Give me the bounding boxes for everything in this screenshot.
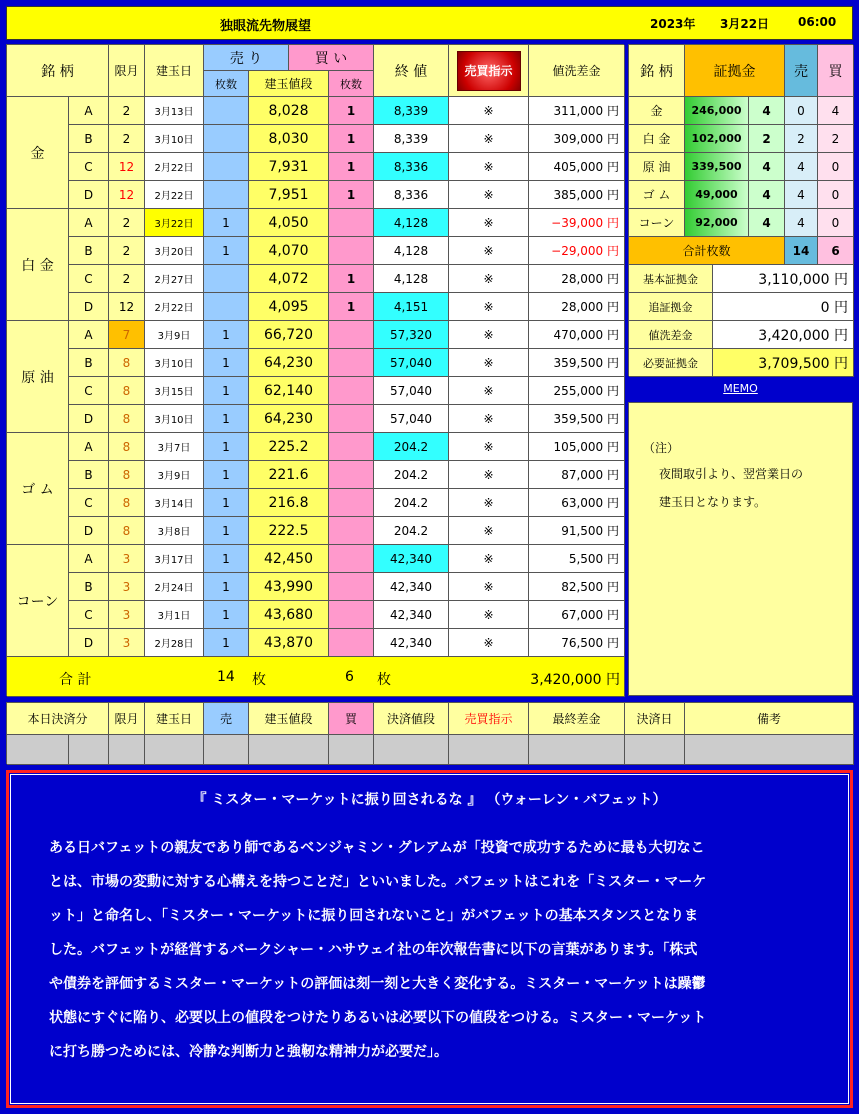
row-open-date: 3月8日 <box>145 517 204 545</box>
row-diff: 63,000 円 <box>529 489 625 517</box>
row-sell-qty: 1 <box>204 545 249 573</box>
row-buy-qty <box>329 377 374 405</box>
row-sell-qty <box>204 125 249 153</box>
margin-row-units: 4 <box>749 209 785 237</box>
row-diff: 359,500 円 <box>529 349 625 377</box>
row-open-date: 2月22日 <box>145 293 204 321</box>
row-series: D <box>69 405 109 433</box>
row-month: 8 <box>109 489 145 517</box>
row-order[interactable]: ※ <box>449 517 529 545</box>
row-diff: −29,000 円 <box>529 237 625 265</box>
memo-box <box>628 402 853 696</box>
row-buy-qty: 1 <box>329 125 374 153</box>
row-buy-qty: 1 <box>329 153 374 181</box>
row-order[interactable]: ※ <box>449 237 529 265</box>
row-open-date: 3月17日 <box>145 545 204 573</box>
row-close: 204.2 <box>374 433 449 461</box>
row-buy-qty <box>329 461 374 489</box>
row-open-price: 64,230 <box>249 349 329 377</box>
margin-summary-label: 基本証拠金 <box>629 265 713 293</box>
row-diff: 82,500 円 <box>529 573 625 601</box>
row-buy-qty <box>329 545 374 573</box>
margin-summary-label: 必要証拠金 <box>629 349 713 377</box>
row-diff: 28,000 円 <box>529 265 625 293</box>
row-month: 2 <box>109 237 145 265</box>
row-buy-qty <box>329 573 374 601</box>
margin-summary-label: 値洗差金 <box>629 321 713 349</box>
row-month: 3 <box>109 573 145 601</box>
margin-header-sell: 売 <box>785 45 818 97</box>
margin-row-amount: 92,000 <box>685 209 749 237</box>
settle-empty-cell <box>529 735 625 765</box>
header-month: 限月 <box>109 45 145 97</box>
margin-row-amount: 246,000 <box>685 97 749 125</box>
row-series: B <box>69 125 109 153</box>
settle-empty-cell <box>374 735 449 765</box>
row-open-price: 43,680 <box>249 601 329 629</box>
row-diff: 255,000 円 <box>529 377 625 405</box>
settle-header-order: 売買指示 <box>449 703 529 735</box>
row-sell-qty: 1 <box>204 237 249 265</box>
quote-body <box>49 831 839 1069</box>
margin-panel <box>628 44 853 376</box>
row-month: 2 <box>109 209 145 237</box>
row-sell-qty: 1 <box>204 517 249 545</box>
row-month: 8 <box>109 517 145 545</box>
row-buy-qty: 1 <box>329 181 374 209</box>
row-sell-qty: 1 <box>204 489 249 517</box>
row-month: 12 <box>109 181 145 209</box>
row-close: 204.2 <box>374 461 449 489</box>
row-open-date: 3月22日 <box>145 209 204 237</box>
margin-summary-value: 3,420,000 円 <box>713 321 854 349</box>
row-order[interactable]: ※ <box>449 97 529 125</box>
order-header-cell <box>449 45 529 97</box>
row-open-date: 2月27日 <box>145 265 204 293</box>
group-name-cell: 原 油 <box>7 321 69 433</box>
row-series: B <box>69 237 109 265</box>
row-close: 57,040 <box>374 349 449 377</box>
margin-summary-value: 3,110,000 円 <box>713 265 854 293</box>
quote-line: に打ち勝つためには、冷静な判断力と強靭な精神力が必要だ」。 <box>49 1044 448 1060</box>
margin-row-name: 原 油 <box>629 153 685 181</box>
margin-row-units: 2 <box>749 125 785 153</box>
margin-row-buy: 0 <box>818 153 854 181</box>
settle-empty-cell <box>109 735 145 765</box>
row-sell-qty: 1 <box>204 461 249 489</box>
settle-empty-cell <box>204 735 249 765</box>
settle-header-note: 備考 <box>685 703 854 735</box>
row-buy-qty <box>329 601 374 629</box>
totals-buy-unit: 枚 <box>377 672 391 688</box>
margin-row-amount: 102,000 <box>685 125 749 153</box>
row-open-price: 216.8 <box>249 489 329 517</box>
quote-line: した。バフェットが経営するバークシャー・ハサウェイ社の年次報告書に以下の言葉があります。「株式 <box>49 942 698 958</box>
row-series: C <box>69 265 109 293</box>
group-name-cell: 金 <box>7 97 69 209</box>
row-open-price: 43,990 <box>249 573 329 601</box>
row-diff: 76,500 円 <box>529 629 625 657</box>
settle-empty-cell <box>7 735 69 765</box>
row-series: A <box>69 545 109 573</box>
row-sell-qty: 1 <box>204 209 249 237</box>
row-sell-qty: 1 <box>204 405 249 433</box>
row-sell-qty <box>204 181 249 209</box>
row-close: 42,340 <box>374 629 449 657</box>
row-order[interactable]: ※ <box>449 321 529 349</box>
row-order[interactable]: ※ <box>449 433 529 461</box>
row-open-price: 225.2 <box>249 433 329 461</box>
row-open-date: 2月28日 <box>145 629 204 657</box>
margin-total-label: 合計枚数 <box>629 237 785 265</box>
row-series: C <box>69 153 109 181</box>
row-series: A <box>69 321 109 349</box>
row-close: 8,336 <box>374 153 449 181</box>
settle-header-month: 限月 <box>109 703 145 735</box>
row-close: 42,340 <box>374 545 449 573</box>
row-order[interactable]: ※ <box>449 461 529 489</box>
row-month: 8 <box>109 405 145 433</box>
row-month: 7 <box>109 321 145 349</box>
row-open-price: 8,028 <box>249 97 329 125</box>
row-month: 3 <box>109 601 145 629</box>
row-open-price: 4,070 <box>249 237 329 265</box>
margin-row-buy: 4 <box>818 97 854 125</box>
row-series: C <box>69 601 109 629</box>
row-series: D <box>69 293 109 321</box>
row-series: B <box>69 461 109 489</box>
row-order[interactable]: ※ <box>449 377 529 405</box>
row-close: 4,128 <box>374 209 449 237</box>
row-buy-qty <box>329 321 374 349</box>
row-month: 12 <box>109 293 145 321</box>
margin-row-buy: 0 <box>818 209 854 237</box>
header-brand: 銘 柄 <box>7 45 109 97</box>
row-series: A <box>69 433 109 461</box>
row-open-price: 64,230 <box>249 405 329 433</box>
margin-row-buy: 0 <box>818 181 854 209</box>
page-title: 独眼流先物展望 <box>220 19 312 34</box>
margin-row-amount: 339,500 <box>685 153 749 181</box>
settle-header-sell: 売 <box>204 703 249 735</box>
row-sell-qty: 1 <box>204 629 249 657</box>
row-close: 204.2 <box>374 517 449 545</box>
row-order[interactable]: ※ <box>449 181 529 209</box>
row-order[interactable]: ※ <box>449 349 529 377</box>
row-open-price: 221.6 <box>249 461 329 489</box>
row-open-price: 4,095 <box>249 293 329 321</box>
row-open-price: 4,072 <box>249 265 329 293</box>
row-open-price: 4,050 <box>249 209 329 237</box>
quote-line: ある日バフェットの親友であり師であるベンジャミン・グレアムが「投資で成功するために最も大切なこ <box>49 840 705 856</box>
row-order[interactable]: ※ <box>449 209 529 237</box>
row-diff: 91,500 円 <box>529 517 625 545</box>
totals-sell-count: 14 <box>217 669 235 685</box>
row-close: 4,128 <box>374 265 449 293</box>
row-close: 4,151 <box>374 293 449 321</box>
header-buy-qty: 枚数 <box>329 71 374 97</box>
row-series: A <box>69 97 109 125</box>
settle-empty-cell <box>69 735 109 765</box>
settle-header-open-price: 建玉値段 <box>249 703 329 735</box>
margin-row-units: 4 <box>749 181 785 209</box>
row-buy-qty <box>329 517 374 545</box>
row-open-date: 3月20日 <box>145 237 204 265</box>
settle-empty-cell <box>449 735 529 765</box>
row-open-date: 2月22日 <box>145 181 204 209</box>
row-order[interactable]: ※ <box>449 293 529 321</box>
quote-line: 状態にすぐに陥り、必要以上の値段をつけたりあるいは必要以下の値段をつける。ミスター・マーケット <box>49 1010 707 1026</box>
memo-line-1: （注） <box>643 441 680 455</box>
row-close: 8,339 <box>374 97 449 125</box>
row-month: 3 <box>109 629 145 657</box>
header-close: 終 値 <box>374 45 449 97</box>
row-close: 204.2 <box>374 489 449 517</box>
margin-row-units: 4 <box>749 97 785 125</box>
row-diff: 5,500 円 <box>529 545 625 573</box>
row-buy-qty <box>329 209 374 237</box>
settle-header-date: 決済日 <box>625 703 685 735</box>
quote-line: とは、市場の変動に対する心構えを持つことだ」といいました。バフェットはこれを「ミスター・マーケ <box>49 874 707 890</box>
positions-table <box>6 44 624 696</box>
quote-line: ット」と命名し、「ミスター・マーケットに振り回されないこと」がバフェットの基本スタンスとなりま <box>49 908 699 924</box>
row-open-date: 2月24日 <box>145 573 204 601</box>
header-diff: 値洗差金 <box>529 45 625 97</box>
row-month: 12 <box>109 153 145 181</box>
memo-line-3: 建玉日となります。 <box>659 495 767 509</box>
row-close: 4,128 <box>374 237 449 265</box>
row-buy-qty <box>329 405 374 433</box>
row-order[interactable]: ※ <box>449 489 529 517</box>
settle-header-today: 本日決済分 <box>7 703 109 735</box>
order-header-button[interactable]: 売買指示 <box>457 51 521 91</box>
row-open-price: 222.5 <box>249 517 329 545</box>
header-sell: 売 り <box>204 45 289 71</box>
row-month: 2 <box>109 265 145 293</box>
margin-row-sell: 4 <box>785 153 818 181</box>
margin-summary-value: 3,709,500 円 <box>713 349 854 377</box>
row-open-price: 66,720 <box>249 321 329 349</box>
memo-link[interactable]: MEMO <box>723 382 758 395</box>
row-diff: 309,000 円 <box>529 125 625 153</box>
row-close: 57,040 <box>374 377 449 405</box>
row-month: 8 <box>109 349 145 377</box>
row-open-date: 3月9日 <box>145 461 204 489</box>
settle-empty-cell <box>685 735 854 765</box>
row-diff: 359,500 円 <box>529 405 625 433</box>
row-close: 42,340 <box>374 601 449 629</box>
row-diff: 67,000 円 <box>529 601 625 629</box>
row-month: 3 <box>109 545 145 573</box>
row-open-date: 3月10日 <box>145 349 204 377</box>
margin-row-sell: 4 <box>785 181 818 209</box>
row-close: 8,339 <box>374 125 449 153</box>
title-time: 06:00 <box>798 15 837 29</box>
row-order[interactable]: ※ <box>449 125 529 153</box>
row-order[interactable]: ※ <box>449 265 529 293</box>
row-buy-qty <box>329 489 374 517</box>
totals-buy-count: 6 <box>345 669 354 685</box>
margin-row-name: 白 金 <box>629 125 685 153</box>
header-buy: 買 い <box>289 45 374 71</box>
row-sell-qty: 1 <box>204 601 249 629</box>
title-year: 2023年 <box>650 17 696 31</box>
settle-header-settle-price: 決済値段 <box>374 703 449 735</box>
quote-title: 『 ミスター・マーケットに振り回されるな 』 （ウォーレン・バフェット） <box>192 792 667 808</box>
header-open-price: 建玉値段 <box>249 71 329 97</box>
group-name-cell: コーン <box>7 545 69 657</box>
row-buy-qty: 1 <box>329 293 374 321</box>
settle-empty-cell <box>625 735 685 765</box>
row-diff: 470,000 円 <box>529 321 625 349</box>
group-name-cell: ゴ ム <box>7 433 69 545</box>
settle-empty-cell <box>249 735 329 765</box>
row-order[interactable]: ※ <box>449 153 529 181</box>
margin-row-name: ゴ ム <box>629 181 685 209</box>
row-order[interactable]: ※ <box>449 405 529 433</box>
settle-header-buy: 買 <box>329 703 374 735</box>
row-close: 42,340 <box>374 573 449 601</box>
row-series: C <box>69 489 109 517</box>
margin-row-buy: 2 <box>818 125 854 153</box>
margin-row-name: 金 <box>629 97 685 125</box>
row-open-date: 3月13日 <box>145 97 204 125</box>
quote-line: や債券を評価するミスター・マーケットの評価は刻一刻と大きく変化する。ミスター・マーケットは躁鬱 <box>49 976 706 992</box>
group-name-cell: 白 金 <box>7 209 69 321</box>
row-open-date: 2月22日 <box>145 153 204 181</box>
header-sell-qty: 枚数 <box>204 71 249 97</box>
margin-row-units: 4 <box>749 153 785 181</box>
row-sell-qty: 1 <box>204 433 249 461</box>
settle-header-final: 最終差金 <box>529 703 625 735</box>
margin-header-brand: 銘 柄 <box>629 45 685 97</box>
row-order[interactable]: ※ <box>449 629 529 657</box>
settle-empty-cell <box>329 735 374 765</box>
row-close: 8,336 <box>374 181 449 209</box>
row-close: 57,040 <box>374 405 449 433</box>
row-open-price: 62,140 <box>249 377 329 405</box>
title-date: 3月22日 <box>720 17 770 31</box>
row-diff: 405,000 円 <box>529 153 625 181</box>
row-sell-qty <box>204 97 249 125</box>
row-sell-qty <box>204 265 249 293</box>
settle-empty-cell <box>145 735 204 765</box>
row-month: 8 <box>109 433 145 461</box>
row-series: D <box>69 517 109 545</box>
row-diff: 105,000 円 <box>529 433 625 461</box>
totals-amount: 3,420,000 円 <box>530 672 620 688</box>
header-open-date: 建玉日 <box>145 45 204 97</box>
row-open-date: 3月7日 <box>145 433 204 461</box>
row-month: 2 <box>109 97 145 125</box>
row-sell-qty: 1 <box>204 321 249 349</box>
settlement-table <box>6 702 853 764</box>
row-series: B <box>69 573 109 601</box>
margin-total-buy: 6 <box>818 237 854 265</box>
margin-row-sell: 4 <box>785 209 818 237</box>
row-buy-qty: 1 <box>329 265 374 293</box>
margin-summary-label: 追証拠金 <box>629 293 713 321</box>
row-open-price: 8,030 <box>249 125 329 153</box>
row-month: 8 <box>109 461 145 489</box>
row-diff: 87,000 円 <box>529 461 625 489</box>
row-series: D <box>69 181 109 209</box>
row-series: C <box>69 377 109 405</box>
margin-header-margin: 証拠金 <box>685 45 785 97</box>
row-month: 8 <box>109 377 145 405</box>
row-open-date: 3月15日 <box>145 377 204 405</box>
row-diff: 28,000 円 <box>529 293 625 321</box>
settle-header-open-date: 建玉日 <box>145 703 204 735</box>
row-open-date: 3月14日 <box>145 489 204 517</box>
margin-summary-value: 0 円 <box>713 293 854 321</box>
row-sell-qty: 1 <box>204 573 249 601</box>
row-diff: −39,000 円 <box>529 209 625 237</box>
totals-sell-unit: 枚 <box>252 672 266 688</box>
row-diff: 385,000 円 <box>529 181 625 209</box>
row-sell-qty <box>204 293 249 321</box>
row-series: A <box>69 209 109 237</box>
row-close: 57,320 <box>374 321 449 349</box>
memo-line-2: 夜間取引より、翌営業日の <box>659 467 804 481</box>
row-open-date: 3月10日 <box>145 125 204 153</box>
row-open-price: 43,870 <box>249 629 329 657</box>
row-buy-qty <box>329 629 374 657</box>
quote-box <box>6 770 853 1108</box>
margin-row-amount: 49,000 <box>685 181 749 209</box>
row-open-date: 3月10日 <box>145 405 204 433</box>
margin-header-buy: 買 <box>818 45 854 97</box>
row-buy-qty: 1 <box>329 97 374 125</box>
row-open-price: 42,450 <box>249 545 329 573</box>
row-order[interactable]: ※ <box>449 573 529 601</box>
row-sell-qty: 1 <box>204 377 249 405</box>
row-open-date: 3月9日 <box>145 321 204 349</box>
row-open-price: 7,931 <box>249 153 329 181</box>
row-month: 2 <box>109 125 145 153</box>
margin-row-sell: 0 <box>785 97 818 125</box>
row-diff: 311,000 円 <box>529 97 625 125</box>
row-series: D <box>69 629 109 657</box>
row-sell-qty <box>204 153 249 181</box>
row-buy-qty <box>329 237 374 265</box>
row-series: B <box>69 349 109 377</box>
margin-total-sell: 14 <box>785 237 818 265</box>
row-buy-qty <box>329 349 374 377</box>
row-sell-qty: 1 <box>204 349 249 377</box>
row-buy-qty <box>329 433 374 461</box>
row-order[interactable]: ※ <box>449 545 529 573</box>
row-open-price: 7,951 <box>249 181 329 209</box>
row-order[interactable]: ※ <box>449 601 529 629</box>
margin-row-name: コーン <box>629 209 685 237</box>
row-open-date: 3月1日 <box>145 601 204 629</box>
margin-row-sell: 2 <box>785 125 818 153</box>
totals-label: 合 計 <box>59 672 92 688</box>
